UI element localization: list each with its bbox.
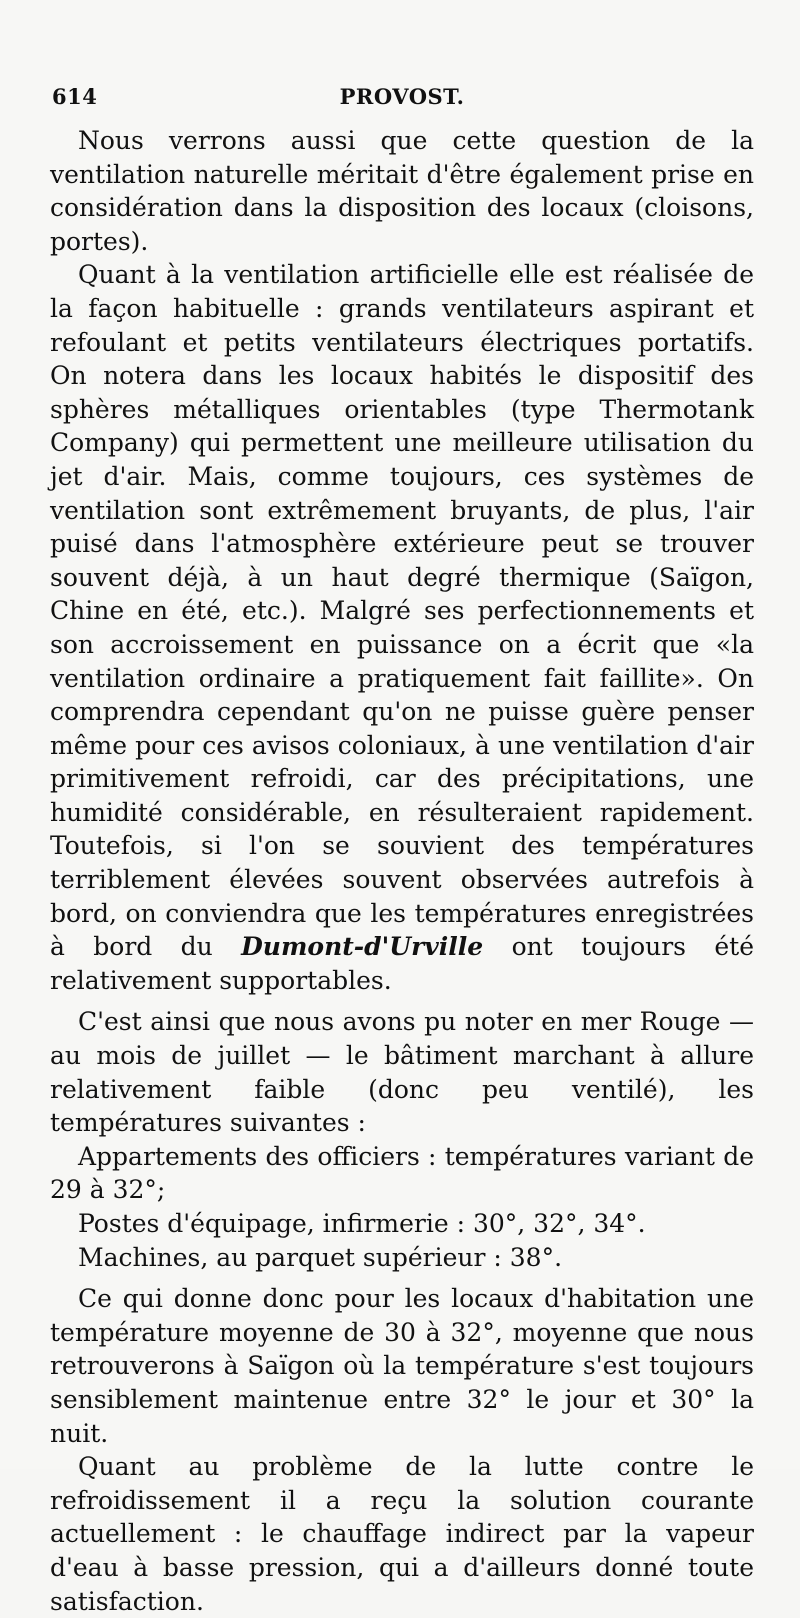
page-number: 614 xyxy=(52,84,98,109)
running-head: PROVOST. xyxy=(339,84,465,109)
paragraph-3: C'est ainsi que nous avons pu noter en mer Rouge — au mois de juillet — le bâtiment marchant à allure relativement faible (donc peu ventilé), les températures suivantes : xyxy=(50,1007,754,1138)
paragraph-4: Appartements des officiers : températures variant de 29 à 32°; xyxy=(50,1141,754,1205)
paragraph-8: Quant au problème de la lutte contre le refroidissement il a reçu la solution courante actuellement : le chauffage indirect par la vapeur d'eau à basse pression, qui a d'ailleurs donné toute satisfaction. xyxy=(50,1452,754,1616)
ship-name: Dumont-d'Urville xyxy=(241,932,484,962)
paragraph-1: Nous verrons aussi que cette question de la ventilation naturelle méritait d'être également prise en considération dans la disposition des locaux (cloisons, portes). xyxy=(50,126,754,256)
paragraph-2-text-after: ont toujours été relativement supportables. xyxy=(50,932,755,995)
body-text xyxy=(50,124,754,1618)
paragraph-5: Postes d'équipage, infirmerie : 30°, 32°, 34°. xyxy=(78,1209,646,1238)
paragraph-2-text-before: Quant à la ventilation artificielle elle est réalisée de la façon habituelle : grands ventilateurs aspirant et refoulant et petits ventilateurs électriques portatifs. On notera dans les locaux habités le dispositif des sphères métalliques orientables (type Thermotank Company) qui permettent une meilleure utilisation du jet d'air. Mais, comme toujours, ces systèmes de ventilation sont extrêmement bruyants, de plus, l'air puisé dans l'atmosphère extérieure peut se trouver souvent déjà, à un haut degré thermique (Saïgon, Chine en été, etc.). Malgré ses perfectionnements et son accroissement en puissance on a écrit que «la ventilation ordinaire a pratiquement fait faillite». On comprendra cependant qu'on ne puisse guère penser même pour ces avisos coloniaux, à une ventilation d'air primitivement refroidi, car des précipitations, une humidité considérable, en résulteraient rapidement. Toutefois, si l'on se souvient des températures terriblement élevées souvent observées autrefois à bord, on conviendra que les températures enregistrées à bord du xyxy=(50,260,754,962)
paragraph-6: Machines, au parquet supérieur : 38°. xyxy=(78,1242,563,1272)
paragraph-7: Ce qui donne donc pour les locaux d'habitation une température moyenne de 30 à 32°, moyenne que nous retrouverons à Saïgon où la température s'est toujours sensiblement maintenue entre 32° le jour et 30° la nuit. xyxy=(50,1284,754,1448)
paragraph-2 xyxy=(50,258,754,997)
page-header xyxy=(50,84,754,114)
